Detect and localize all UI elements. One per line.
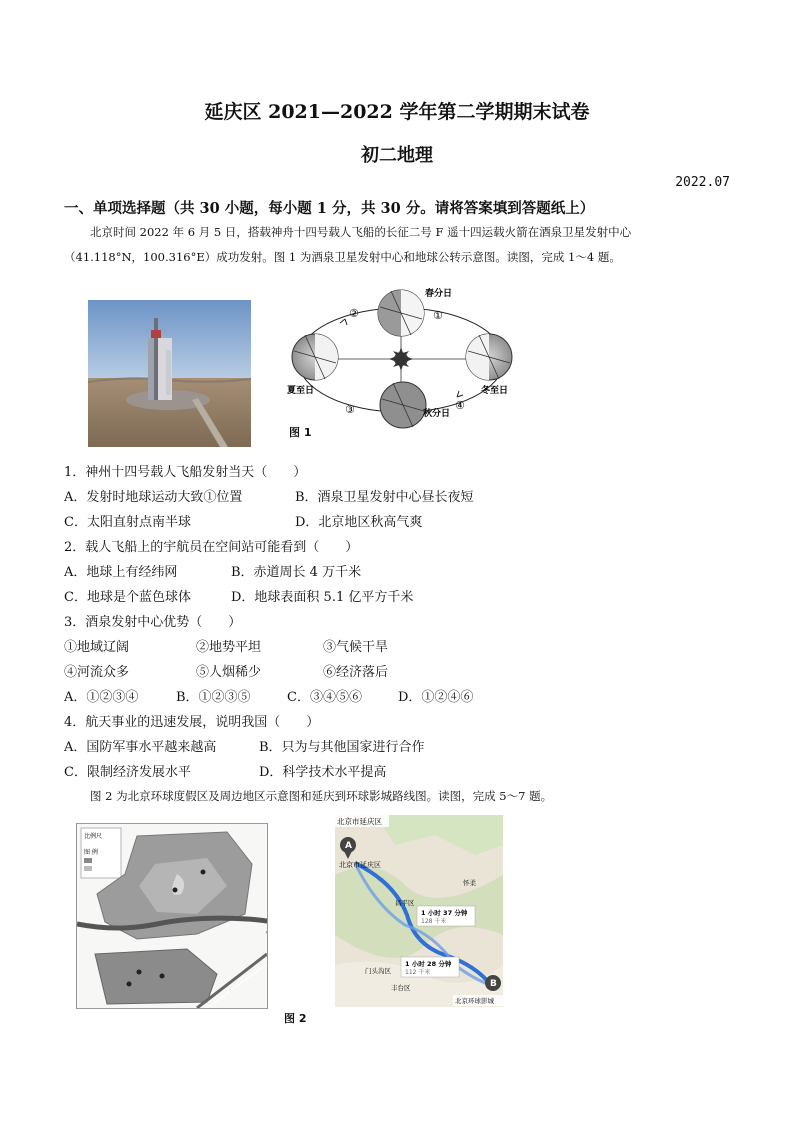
q4-option-d: D．科学技术水平提高: [259, 765, 387, 780]
position-2: ②: [349, 307, 359, 320]
place-changping: 昌平区: [395, 899, 415, 907]
figure-2-label: 图 2: [284, 1012, 307, 1025]
marker-b-letter: B: [490, 979, 497, 989]
route2-time: 1 小时 28 分钟: [405, 960, 452, 968]
route-origin-label: 北京市延庆区: [339, 861, 381, 869]
marker-b-icon: [485, 975, 501, 991]
q4-option-c: C．限制经济发展水平: [64, 765, 191, 780]
place-mentougou: 门头沟区: [365, 967, 391, 975]
marker-a-letter: A: [345, 841, 352, 851]
q1-option-c: C．太阳直射点南半球: [64, 515, 191, 530]
route1-dist: 128 千米: [421, 918, 447, 925]
intro-line-1: 北京时间 2022 年 6 月 5 日，搭载神舟十四号载人飞船的长征二号 F 遥十四运载火箭在酒泉卫星发射中心: [90, 225, 632, 239]
q3-item-3: ③气候干旱: [323, 640, 389, 655]
legend-title: 图 例: [84, 849, 98, 856]
position-3: ③: [345, 403, 355, 416]
q3-option-c: C．③④⑤⑥: [287, 690, 362, 705]
question-2-stem: 2．载人飞船上的宇航员在空间站可能看到（ ）: [64, 540, 359, 555]
route-map-top-label: 北京市延庆区: [337, 817, 382, 826]
q4-option-a: A．国防军事水平越来越高: [64, 740, 217, 755]
figure-2-intro: 图 2 为北京环球度假区及周边地区示意图和延庆到环球影城路线图。读图，完成 5～7 题。: [90, 789, 553, 803]
label-summer: 夏至日: [287, 386, 315, 396]
q1-option-b: B．酒泉卫星发射中心昼长夜短: [295, 490, 474, 505]
q2-option-b: B．赤道周长 4 万千米: [231, 565, 362, 580]
q1-option-d: D．北京地区秋高气爽: [295, 515, 423, 530]
figure-1-label: 图 1: [289, 426, 312, 439]
resort-map: [76, 823, 268, 1009]
section-heading: 一、单项选择题（共 30 小题，每小题 1 分，共 30 分。请将答案填到答题纸上）: [64, 200, 595, 217]
q2-option-a: A．地球上有经纬网: [64, 565, 178, 580]
question-4-stem: 4．航天事业的迅速发展，说明我国（ ）: [64, 715, 320, 730]
question-3-stem: 3．酒泉发射中心优势（ ）: [64, 615, 242, 630]
q2-option-d: D．地球表面积 5.1 亿平方千米: [231, 590, 414, 605]
exam-subtitle: 初二地理: [361, 145, 433, 166]
q3-item-4: ④河流众多: [64, 665, 130, 680]
question-1-stem: 1．神州十四号载人飞船发射当天（ ）: [64, 465, 307, 480]
route-map: [335, 815, 503, 1007]
q3-option-d: D．①②④⑥: [398, 690, 474, 705]
globe-autumn-equinox: [380, 382, 426, 428]
route1-time: 1 小时 37 分钟: [421, 909, 468, 917]
globe-summer-solstice: [292, 334, 338, 380]
q3-item-1: ①地域辽阔: [64, 640, 130, 655]
label-autumn: 秋分日: [423, 409, 451, 419]
launch-photo: [88, 300, 251, 447]
exam-date: 2022.07: [675, 175, 730, 190]
q3-option-a: A．①②③④: [64, 690, 139, 705]
globe-spring-equinox: [378, 290, 424, 336]
label-winter: 冬至日: [481, 386, 509, 396]
globe-winter-solstice: [466, 334, 512, 380]
intro-line-2: （41.118°N，100.316°E）成功发射。图 1 为酒泉卫星发射中心和地球公转示意图。读图，完成 1～4 题。: [64, 250, 621, 264]
q3-option-b: B．①②③⑤: [176, 690, 251, 705]
route2-dist: 112 千米: [405, 969, 431, 976]
place-huairou: 怀柔: [463, 879, 476, 887]
position-4: ④: [455, 399, 465, 412]
position-1: ①: [433, 309, 443, 322]
scale-label: 比例尺: [84, 833, 103, 840]
label-spring: 春分日: [425, 289, 453, 299]
q3-item-5: ⑤人烟稀少: [196, 665, 262, 680]
q2-option-c: C．地球是个蓝色球体: [64, 590, 191, 605]
q4-option-b: B．只为与其他国家进行合作: [259, 740, 425, 755]
q3-item-6: ⑥经济落后: [323, 665, 389, 680]
route-dest-label: 北京环球影城: [455, 997, 494, 1005]
q1-option-a: A．发射时地球运动大致①位置: [64, 490, 243, 505]
place-fengtai: 丰台区: [391, 984, 411, 992]
orbit-diagram: [285, 285, 520, 450]
exam-title: 延庆区 2021—2022 学年第二学期期末试卷: [204, 101, 590, 123]
q3-item-2: ②地势平坦: [196, 640, 262, 655]
sun-icon: [389, 347, 413, 371]
